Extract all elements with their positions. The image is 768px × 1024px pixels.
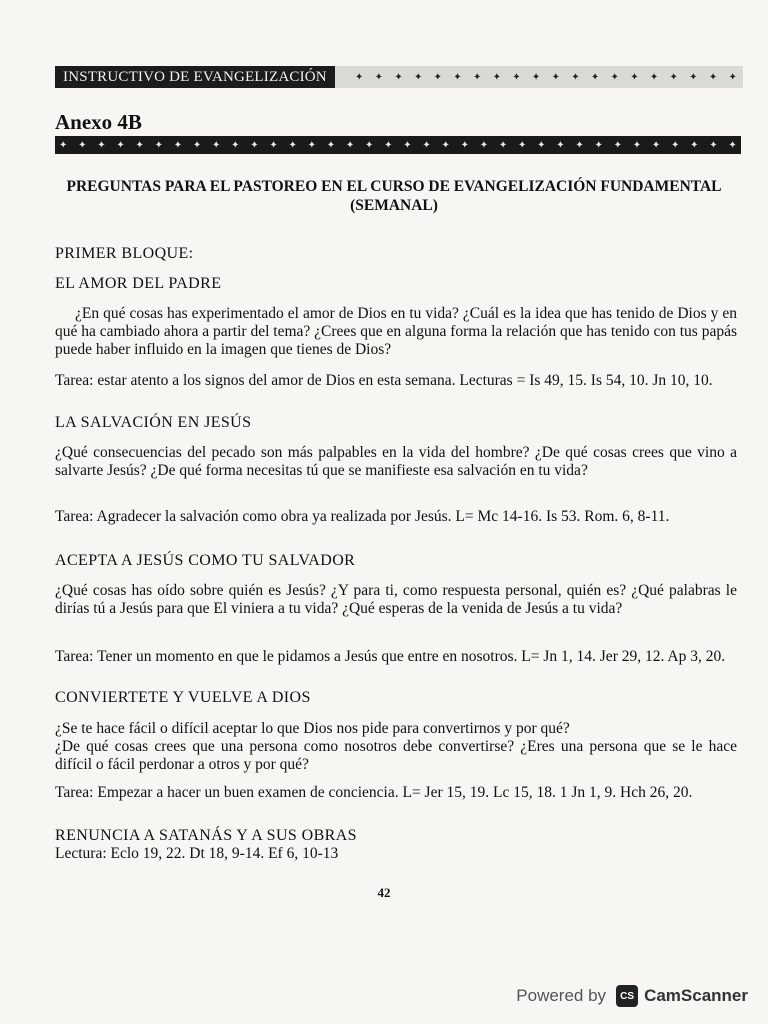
ornament-diamond-icon: ✦ <box>403 139 412 151</box>
ornament-diamond-icon: ✦ <box>250 139 259 151</box>
ornament-diamond-icon: ✦ <box>212 139 221 151</box>
ornament-diamond-icon: ✦ <box>610 71 619 83</box>
ornament-diamond-icon: ✦ <box>173 139 183 151</box>
ornament-diamond-icon: ✦ <box>690 139 699 151</box>
ornament-diamond-icon: ✦ <box>384 139 393 151</box>
ornament-diamond-icon: ✦ <box>460 139 470 151</box>
ornament-diamond-icon: ✦ <box>326 139 336 151</box>
section-heading: EL AMOR DEL PADRE <box>55 275 222 292</box>
ornament-diamond-icon: ✦ <box>512 71 521 83</box>
ornament-diamond-icon: ✦ <box>479 139 489 151</box>
ornament-diamond-icon: ✦ <box>413 71 423 83</box>
ornament-diamond-icon: ✦ <box>492 71 501 83</box>
ornament-diamond-icon: ✦ <box>433 71 443 83</box>
annex-ornament-bar <box>55 136 741 154</box>
section-question: ¿En qué cosas has experimentado el amor de Dios en tu vida? ¿Cuál es la idea que has tenido de Dios y en qué ha cambiado ahora a partir del tema? ¿Crees que en alguna forma la relación que has tenido con tus papás puede haber influido en la imagen que tienes de Dios? <box>55 305 737 358</box>
document-title: PREGUNTAS PARA EL PASTOREO EN EL CURSO DE EVANGELIZACIÓN FUNDAMENTAL (SEMANAL) <box>66 178 722 214</box>
section-reading: Lectura: Eclo 19, 22. Dt 18, 9-14. Ef 6, 10-13 <box>55 845 339 862</box>
ornament-diamond-icon: ✦ <box>345 139 355 151</box>
section-task: Tarea: Empezar a hacer un buen examen de conciencia. L= Jer 15, 19. Lc 15, 18. 1 Jn 1, 9. Hch 26, 20. <box>55 784 693 801</box>
ornament-diamond-icon: ✦ <box>669 71 678 83</box>
watermark-brand-name: CamScanner <box>644 986 748 1005</box>
camscanner-watermark <box>516 982 748 1010</box>
header-band <box>55 66 743 88</box>
ornament-diamond-icon: ✦ <box>116 139 125 151</box>
section-heading: CONVIERTETE Y VUELVE A DIOS <box>55 689 311 706</box>
ornament-diamond-icon: ✦ <box>307 139 317 151</box>
annex-title: Anexo 4B <box>55 110 142 134</box>
ornament-diamond-icon: ✦ <box>97 139 106 151</box>
ornament-diamond-icon: ✦ <box>571 71 580 83</box>
ornament-diamond-icon: ✦ <box>537 139 546 151</box>
ornament-diamond-icon: ✦ <box>630 71 639 83</box>
ornament-diamond-icon: ✦ <box>422 139 431 151</box>
ornament-diamond-icon: ✦ <box>613 139 623 151</box>
ornament-diamond-icon: ✦ <box>518 139 527 151</box>
ornament-diamond-icon: ✦ <box>556 139 565 151</box>
ornament-diamond-icon: ✦ <box>551 71 560 83</box>
ornament-diamond-icon: ✦ <box>671 139 680 151</box>
ornament-diamond-icon: ✦ <box>709 139 718 151</box>
ornament-diamond-icon: ✦ <box>689 71 698 83</box>
ornament-diamond-icon: ✦ <box>728 71 737 83</box>
section-question-line: ¿Se te hace fácil o difícil aceptar lo que Dios nos pide para convertirnos y por qué? <box>55 720 570 737</box>
ornament-diamond-icon: ✦ <box>498 139 508 151</box>
ornament-diamond-icon: ✦ <box>575 139 584 151</box>
ornament-diamond-icon: ✦ <box>632 139 642 151</box>
ornament-diamond-icon: ✦ <box>594 139 603 151</box>
ornament-diamond-icon: ✦ <box>78 139 87 151</box>
ornament-diamond-icon: ✦ <box>441 139 450 151</box>
section-question: ¿Qué cosas has oído sobre quién es Jesús? ¿Y para ti, como respuesta personal, quién es? ¿Qué palabras le dirías tú a Jesús para que El viniera a tu vida? ¿Qué esperas de la venida de Jesús a tu vida? <box>55 582 737 617</box>
ornament-diamond-icon: ✦ <box>355 71 364 83</box>
ornament-diamond-icon: ✦ <box>590 71 600 83</box>
ornament-diamond-icon: ✦ <box>59 139 68 151</box>
ornament-diamond-icon: ✦ <box>374 71 384 83</box>
header-ornament-row <box>355 70 737 84</box>
section-heading: RENUNCIA A SATANÁS Y A SUS OBRAS <box>55 827 357 844</box>
camscanner-logo-icon: CS <box>616 985 638 1007</box>
section-question: ¿De qué cosas crees que una persona como nosotros debe convertirse? ¿Eres una persona que se le hace difícil o fácil perdonar a otros y por qué? <box>55 738 737 773</box>
ornament-diamond-icon: ✦ <box>135 139 144 151</box>
ornament-diamond-icon: ✦ <box>231 139 240 151</box>
ornament-diamond-icon: ✦ <box>192 139 202 151</box>
ornament-diamond-icon: ✦ <box>288 139 297 151</box>
ornament-diamond-icon: ✦ <box>453 71 462 83</box>
section-heading: LA SALVACIÓN EN JESÚS <box>55 414 252 431</box>
ornament-diamond-icon: ✦ <box>154 139 164 151</box>
header-label: INSTRUCTIVO DE EVANGELIZACIÓN <box>55 66 335 88</box>
ornament-diamond-icon: ✦ <box>269 139 278 151</box>
ornament-diamond-icon: ✦ <box>728 139 737 151</box>
ornament-diamond-icon: ✦ <box>651 139 661 151</box>
watermark-powered-by: Powered by <box>516 986 607 1005</box>
ornament-diamond-icon: ✦ <box>472 71 482 83</box>
section-heading: ACEPTA A JESÚS COMO TU SALVADOR <box>55 552 356 569</box>
ornament-diamond-icon: ✦ <box>365 139 374 151</box>
ornament-diamond-icon: ✦ <box>708 71 718 83</box>
section-task: Tarea: estar atento a los signos del amor de Dios en esta semana. Lecturas = Is 49, 15. Is 54, 10. Jn 10, 10. <box>55 372 713 389</box>
section-question: ¿Qué consecuencias del pecado son más palpables en la vida del hombre? ¿De qué cosas crees que vino a salvarte Jesús? ¿De qué forma necesitas tú que se manifieste esa salvación en tu vida? <box>55 444 737 479</box>
page-number: 42 <box>377 885 391 900</box>
annex-ornament-row <box>59 138 737 152</box>
ornament-diamond-icon: ✦ <box>394 71 403 83</box>
section-task: Tarea: Tener un momento en que le pidamos a Jesús que entre en nosotros. L= Jn 1, 14. Jer 29, 12. Ap 3, 20. <box>55 648 726 665</box>
block-label: PRIMER BLOQUE: <box>55 245 194 262</box>
section-task: Tarea: Agradecer la salvación como obra ya realizada por Jesús. L= Mc 14-16. Is 53. Rom. 6, 8-11. <box>55 508 670 525</box>
watermark-brand <box>616 985 748 1007</box>
ornament-diamond-icon: ✦ <box>649 71 659 83</box>
ornament-diamond-icon: ✦ <box>531 71 541 83</box>
